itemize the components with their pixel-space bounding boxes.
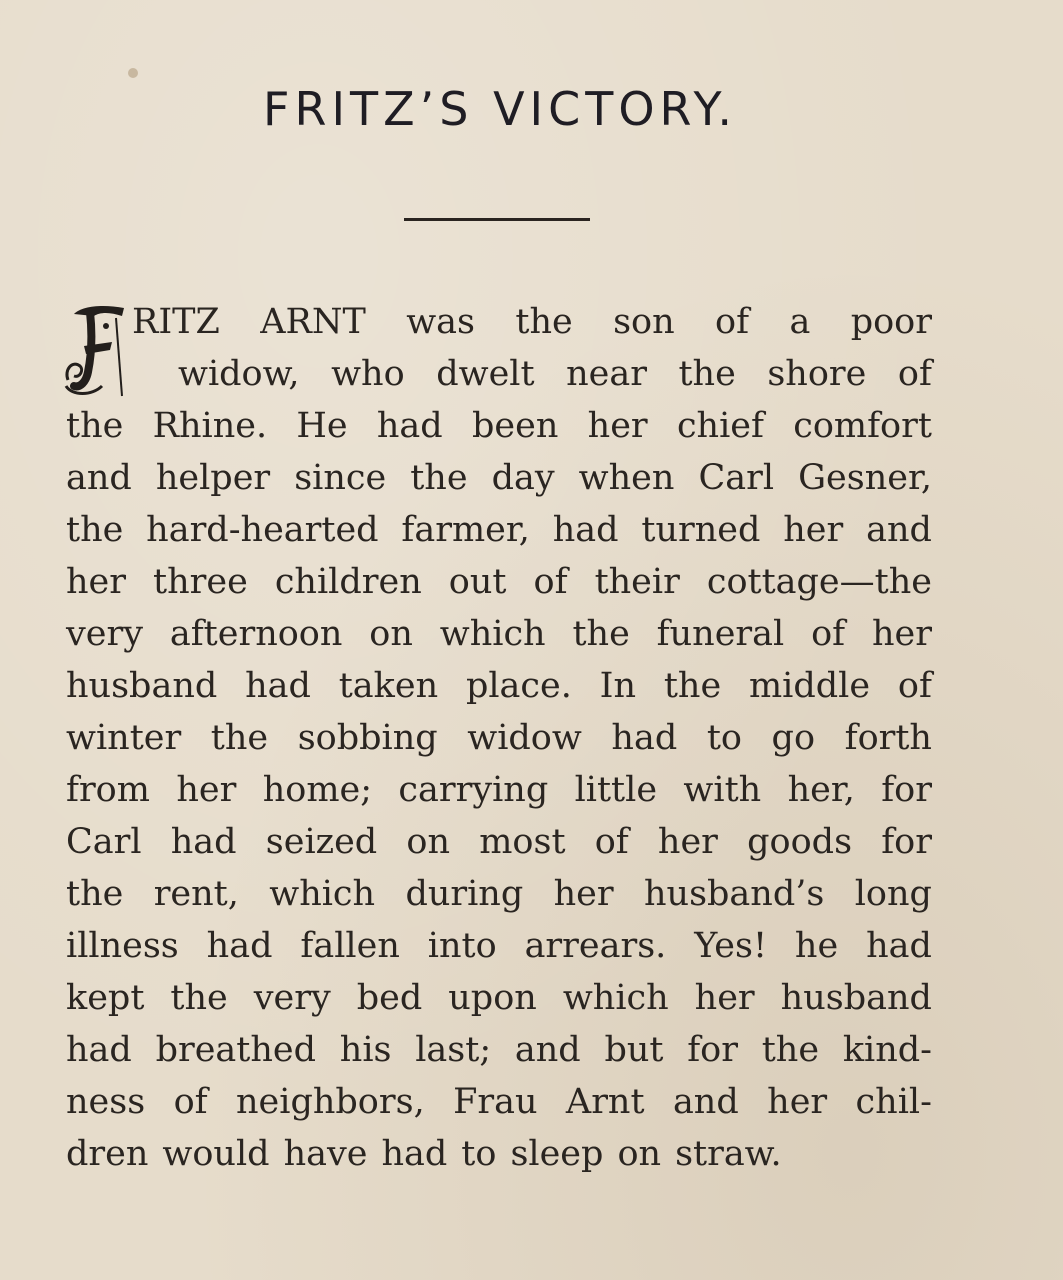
word: goods xyxy=(747,822,853,862)
word: which xyxy=(439,614,546,654)
word: the xyxy=(66,874,124,914)
word: upon xyxy=(448,978,537,1018)
word: the xyxy=(66,510,124,550)
word: Arnt xyxy=(565,1082,645,1122)
word: had xyxy=(552,510,619,550)
word: the xyxy=(170,978,228,1018)
word: who xyxy=(331,354,405,394)
word: and xyxy=(672,1082,739,1122)
word: three xyxy=(153,562,248,602)
word: RITZ xyxy=(132,302,220,342)
word: of xyxy=(811,614,846,654)
word: the xyxy=(663,666,722,706)
word: cottage—the xyxy=(706,562,932,602)
word: had xyxy=(245,666,311,706)
word: In xyxy=(599,666,637,706)
word: place. xyxy=(465,666,572,706)
text-line xyxy=(178,348,932,400)
word: dwelt xyxy=(436,354,535,394)
text-line xyxy=(66,1076,932,1128)
text-line xyxy=(66,660,932,712)
word: Gesner, xyxy=(798,458,932,498)
word: long xyxy=(854,874,932,914)
word: had xyxy=(866,926,932,966)
word: comfort xyxy=(793,406,932,446)
word: had xyxy=(611,718,678,758)
word: to xyxy=(706,718,742,758)
word: for xyxy=(687,1030,738,1070)
word: but xyxy=(604,1030,664,1070)
word: husband xyxy=(780,978,932,1018)
word: which xyxy=(269,874,376,914)
word: husband’s xyxy=(643,874,825,914)
word: her xyxy=(871,614,932,654)
word: bed xyxy=(356,978,423,1018)
word: very xyxy=(66,614,143,654)
word: fallen xyxy=(300,926,400,966)
chapter-title: FRITZ’S VICTORY. xyxy=(263,82,737,136)
word: of xyxy=(715,302,750,342)
word: dren xyxy=(66,1134,149,1174)
word: the xyxy=(515,302,573,342)
word: kind- xyxy=(842,1030,932,1070)
word: of xyxy=(173,1082,208,1122)
word: rent, xyxy=(153,874,239,914)
text-line xyxy=(66,712,932,764)
word: Frau xyxy=(453,1082,538,1122)
word: chil- xyxy=(855,1082,932,1122)
text-line xyxy=(66,972,932,1024)
word: of xyxy=(897,666,932,706)
word: of xyxy=(533,562,568,602)
word: had xyxy=(206,926,273,966)
word: of xyxy=(897,354,932,394)
text-line xyxy=(66,400,932,452)
word: the xyxy=(572,614,630,654)
word: and xyxy=(866,510,932,550)
word: on xyxy=(617,1134,662,1174)
word: had xyxy=(66,1030,132,1070)
word: neighbors, xyxy=(236,1082,425,1122)
word: hard-hearted xyxy=(146,510,379,550)
text-line xyxy=(66,920,932,972)
word: Carl xyxy=(698,458,775,498)
word: Carl xyxy=(66,822,142,862)
word: her xyxy=(783,510,844,550)
word: out xyxy=(448,562,507,602)
word: taken xyxy=(338,666,439,706)
word: into xyxy=(427,926,497,966)
text-line xyxy=(66,868,932,920)
word: had xyxy=(381,1134,448,1174)
word: been xyxy=(472,406,559,446)
word: He xyxy=(296,406,348,446)
word: the xyxy=(678,354,736,394)
word: sleep xyxy=(510,1134,604,1174)
word: was xyxy=(406,302,475,342)
word: when xyxy=(578,458,675,498)
word: her xyxy=(66,562,126,602)
word: her xyxy=(587,406,648,446)
word: the xyxy=(761,1030,820,1070)
word: her xyxy=(553,874,614,914)
word: her xyxy=(176,770,237,810)
word: for xyxy=(881,770,932,810)
word: the xyxy=(210,718,269,758)
word: last; xyxy=(415,1030,492,1070)
word: forth xyxy=(844,718,932,758)
text-line xyxy=(66,608,932,660)
word: her xyxy=(694,978,755,1018)
text-line xyxy=(66,816,932,868)
word: little xyxy=(574,770,658,810)
word: and xyxy=(66,458,132,498)
text-line xyxy=(66,556,932,608)
word: arrears. xyxy=(524,926,667,966)
word: a xyxy=(789,302,811,342)
word: their xyxy=(594,562,680,602)
story-paragraph xyxy=(66,296,932,1180)
word: day xyxy=(491,458,555,498)
word: middle xyxy=(748,666,871,706)
paper-speck xyxy=(128,68,138,78)
word: kept xyxy=(66,978,145,1018)
word: had xyxy=(376,406,443,446)
word: have xyxy=(283,1134,368,1174)
word: near xyxy=(566,354,647,394)
word: go xyxy=(771,718,816,758)
word: the xyxy=(66,406,124,446)
word: which xyxy=(562,978,669,1018)
word: most xyxy=(479,822,566,862)
word: widow xyxy=(467,718,582,758)
text-line xyxy=(66,1128,932,1180)
word: since xyxy=(294,458,387,498)
word: farmer, xyxy=(401,510,530,550)
word: breathed xyxy=(155,1030,317,1070)
word: sobbing xyxy=(297,718,438,758)
word: her, xyxy=(787,770,855,810)
word: poor xyxy=(850,302,932,342)
word: her xyxy=(767,1082,828,1122)
word: of xyxy=(594,822,629,862)
text-line xyxy=(66,1024,932,1076)
word: on xyxy=(369,614,413,654)
word: home; xyxy=(262,770,373,810)
word: illness xyxy=(66,926,179,966)
text-line xyxy=(66,504,932,556)
word: Rhine. xyxy=(152,406,268,446)
word: the xyxy=(410,458,468,498)
word: had xyxy=(170,822,237,862)
title-divider-rule xyxy=(404,218,590,221)
word: ARNT xyxy=(260,302,366,342)
word: he xyxy=(794,926,839,966)
word: helper xyxy=(155,458,271,498)
word: on xyxy=(406,822,451,862)
word: with xyxy=(683,770,762,810)
word: children xyxy=(274,562,422,602)
word: straw. xyxy=(675,1134,782,1174)
word: afternoon xyxy=(169,614,343,654)
text-line xyxy=(66,452,932,504)
word: for xyxy=(881,822,932,862)
text-line xyxy=(132,296,932,348)
word: his xyxy=(339,1030,392,1070)
word: seized xyxy=(265,822,378,862)
word: turned xyxy=(641,510,761,550)
word: would xyxy=(162,1134,270,1174)
word: very xyxy=(253,978,331,1018)
word: shore xyxy=(767,354,867,394)
word: to xyxy=(461,1134,497,1174)
word: during xyxy=(405,874,524,914)
word: funeral xyxy=(656,614,785,654)
word: chief xyxy=(676,406,764,446)
word: and xyxy=(514,1030,581,1070)
word: husband xyxy=(66,666,218,706)
text-line xyxy=(66,764,932,816)
word: ness xyxy=(66,1082,146,1122)
word: Yes! xyxy=(694,926,768,966)
word: carrying xyxy=(398,770,549,810)
word: son xyxy=(613,302,675,342)
word: winter xyxy=(66,718,182,758)
word: widow, xyxy=(178,354,300,394)
word: from xyxy=(66,770,150,810)
word: her xyxy=(657,822,718,862)
